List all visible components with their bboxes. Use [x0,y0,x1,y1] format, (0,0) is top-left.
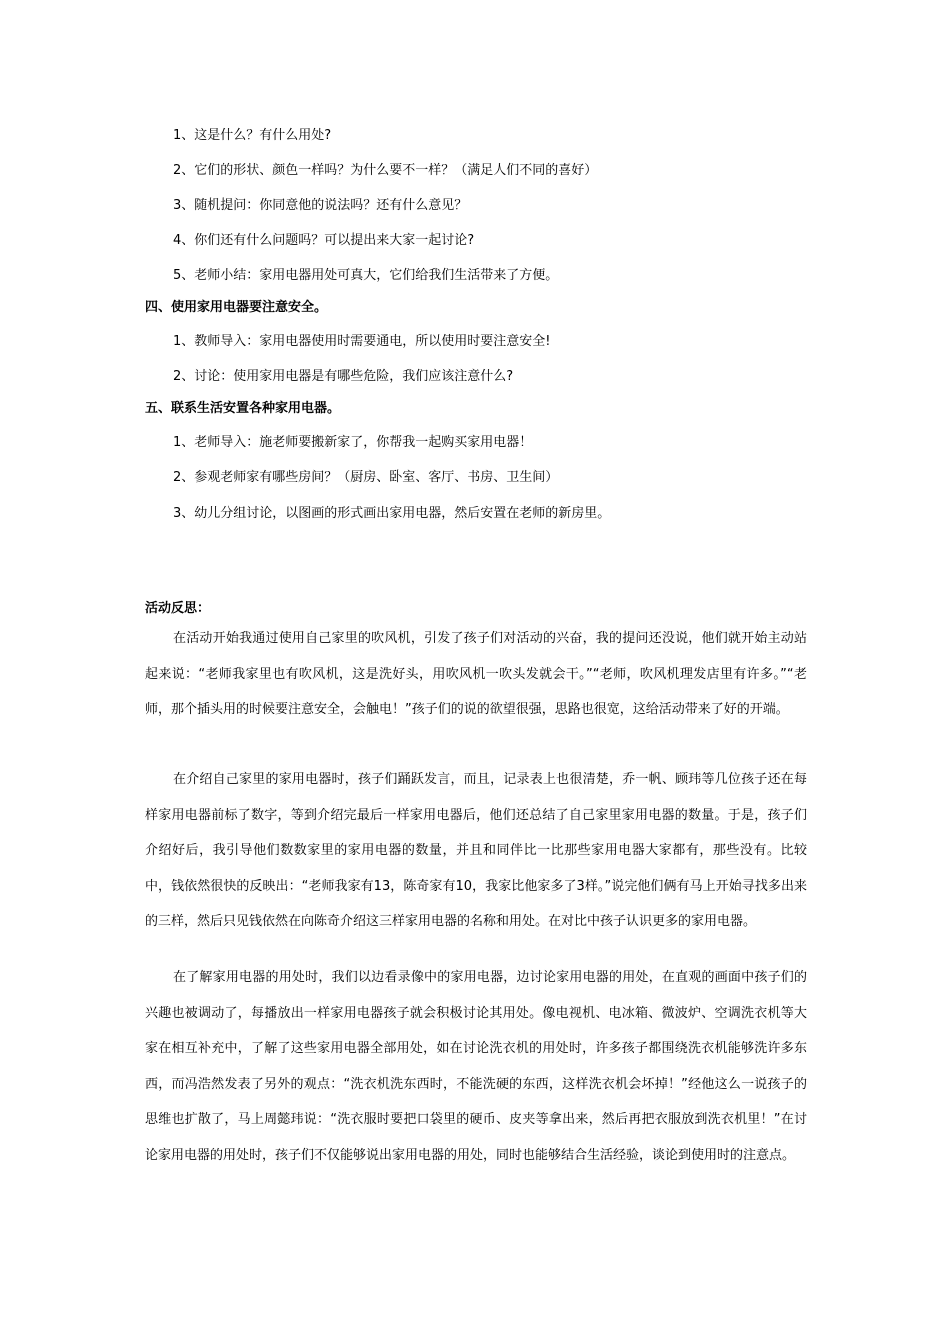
list-item: 3、幼儿分组讨论，以图画的形式画出家用电器，然后安置在老师的新房里。 [173,506,611,521]
section-heading: 五、联系生活安置各种家用电器。 [145,401,341,416]
reflection-paragraph: 在了解家用电器的用处时，我们以边看录像中的家用电器，边讨论家用电器的用处，在直观的画面中孩子们的兴趣也被调动了，每播放出一样家用电器孩子就会积极讨论其用处。像电视机、电冰箱、微波炉、空调洗衣机等大家在相互补充中，了解了这些家用电器全部用处，如在讨论洗衣机的用处时，许多孩子都围绕洗衣机能够洗许多东西，而冯浩然发表了另外的观点：“洗衣机洗东西时，不能洗硬的东西，这样洗衣机会坏掉！”经他这么一说孩子的思维也扩散了，马上周懿玮说：“洗衣服时要把口袋里的硬币、皮夹等拿出来，然后再把衣服放到洗衣机里！”在讨论家用电器的用处时，孩子们不仅能够说出家用电器的用处，同时也能够结合生活经验，谈论到使用时的注意点。 [145,970,807,1163]
reflection-paragraph: 在介绍自己家里的家用电器时，孩子们踊跃发言，而且，记录表上也很清楚，乔一帆、顾玮等几位孩子还在每样家用电器前标了数字，等到介绍完最后一样家用电器后，他们还总结了自己家里家用电器的数量。于是，孩子们介绍好后，我引导他们数数家里的家用电器的数量，并且和同伴比一比那些家用电器大家都有，那些没有。比较中，钱依然很快的反映出：“老师我家有13，陈奇家有10，我家比他家多了3样。”说完他们俩有马上开始寻找多出来的三样，然后只见钱依然在向陈奇介绍这三样家用电器的名称和用处。在对比中孩子认识更多的家用电器。 [145,772,807,930]
list-item: 1、这是什么？有什么用处? [173,128,332,143]
list-item: 1、老师导入：施老师要搬新家了，你帮我一起购买家用电器！ [173,435,533,450]
list-item: 5、老师小结：家用电器用处可真大，它们给我们生活带来了方便。 [173,268,559,283]
list-item: 1、教师导入：家用电器使用时需要通电，所以使用时要注意安全! [173,334,551,349]
reflection-paragraph: 在活动开始我通过使用自己家里的吹风机，引发了孩子们对活动的兴奋，我的提问还没说，他们就开始主动站起来说：“老师我家里也有吹风机，这是洗好头，用吹风机一吹头发就会干。”“老师，吹风机理发店里有许多。”“老师，那个插头用的时候要注意安全，会触电！”孩子们的说的欲望很强，思路也很宽，这给活动带来了好的开端。 [145,631,807,718]
list-item: 2、讨论：使用家用电器是有哪些危险，我们应该注意什么? [173,369,514,384]
section-heading: 四、使用家用电器要注意安全。 [145,300,328,315]
list-item: 4、你们还有什么问题吗？可以提出来大家一起讨论? [173,233,475,248]
list-item: 2、参观老师家有哪些房间？（厨房、卧室、客厅、书房、卫生间） [173,470,559,485]
list-item: 2、它们的形状、颜色一样吗？为什么要不一样？（满足人们不同的喜好） [173,163,598,178]
reflection-heading: 活动反思： [145,601,211,616]
list-item: 3、随机提问：你同意他的说法吗？还有什么意见？ [173,198,468,213]
